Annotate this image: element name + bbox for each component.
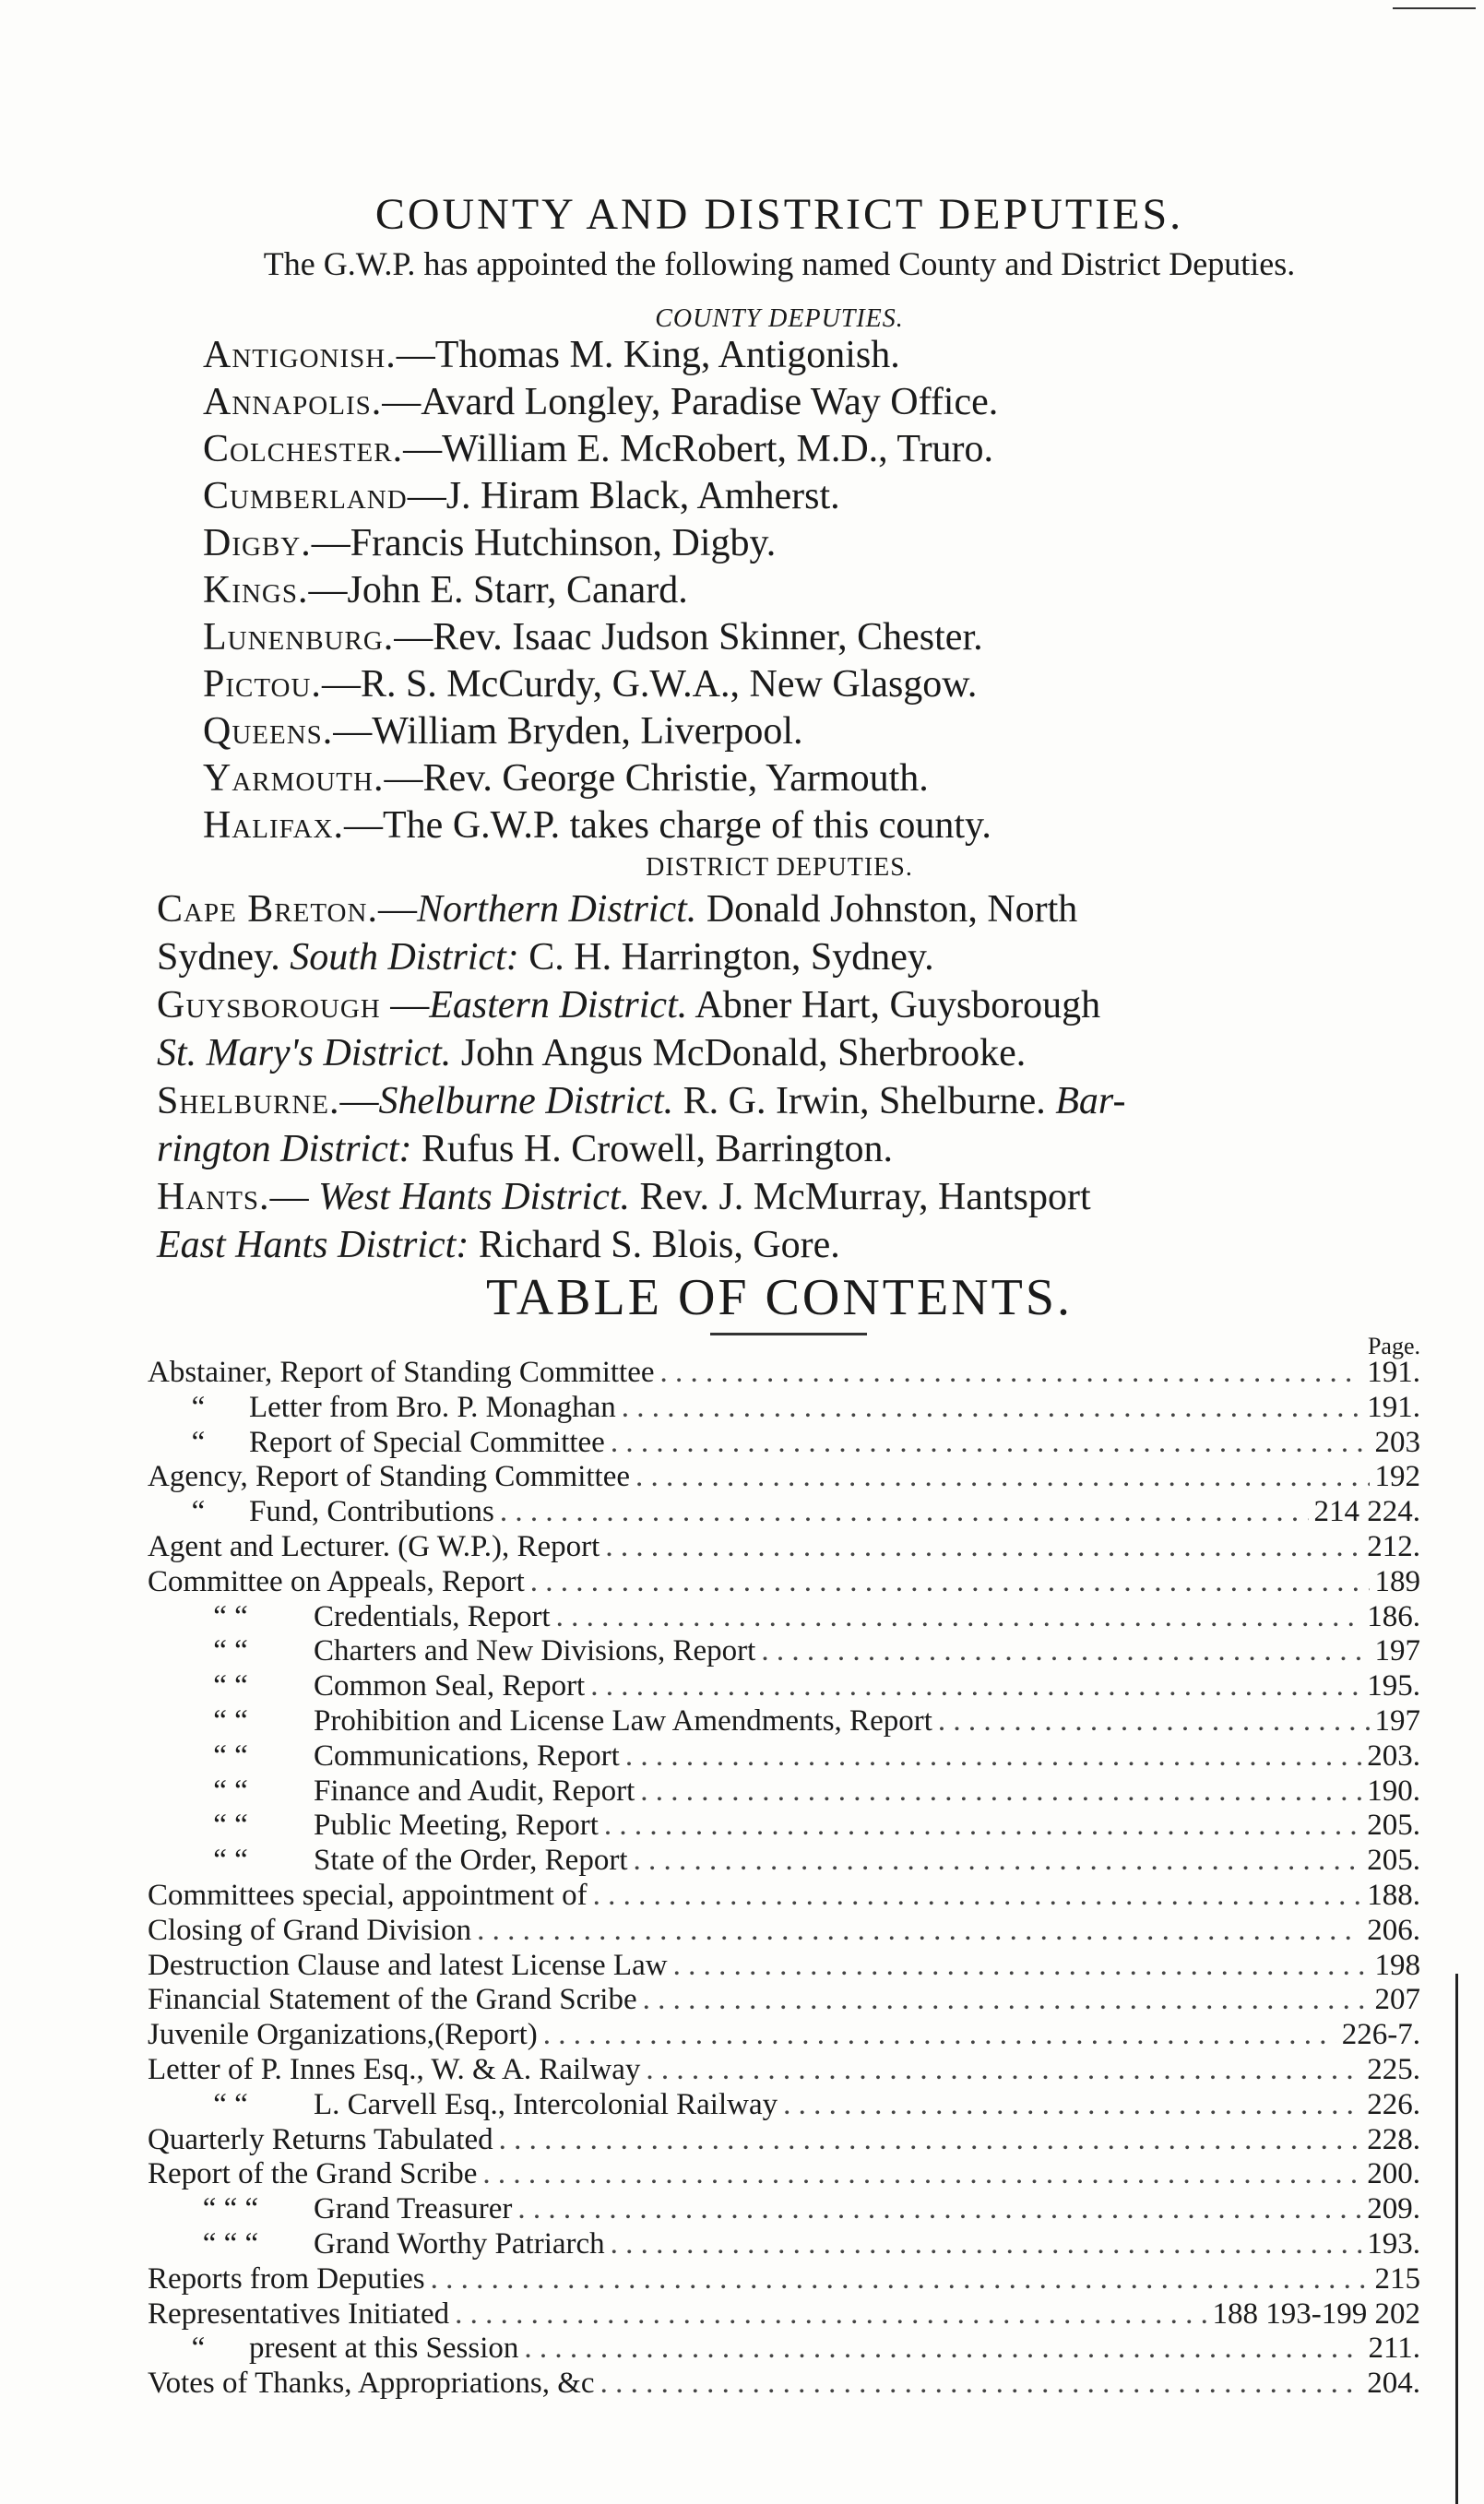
toc-page-number: 190. [1367, 1774, 1420, 1808]
county-deputy-row [203, 379, 998, 426]
county-name: Antigonish. [203, 334, 397, 376]
district-deputy-line [157, 1173, 1420, 1221]
toc-entry-label: Quarterly Returns Tabulated [148, 2122, 493, 2156]
toc-page-number: 193. [1367, 2226, 1420, 2261]
toc-page-number: 226. [1367, 2087, 1420, 2121]
toc-entry-label: Report of Special Committee [249, 1425, 605, 1459]
toc-page-number: 212. [1367, 1529, 1420, 1563]
toc-entry-label: Prohibition and License Law Amendments, Report [314, 1703, 932, 1738]
toc-entry [148, 1530, 1420, 1565]
toc-entry-label: Representatives Initiated [148, 2296, 450, 2331]
deputy-text: — [380, 984, 430, 1027]
toc-page-number: 228. [1367, 2122, 1420, 2156]
deputy-name: —R. S. McCurdy, G.W.A., New Glasgow. [321, 663, 978, 706]
ditto-mark: “ “ [213, 1809, 248, 1843]
district-deputy-line [157, 1221, 1420, 1269]
county-deputy-row [203, 802, 998, 849]
county-name: Guysborough [157, 984, 381, 1027]
toc-entry [148, 1391, 1420, 1426]
deputy-name: —Avard Longley, Paradise Way Office. [382, 381, 999, 423]
toc-page-number: 207 [1374, 1983, 1420, 2017]
leader-dots [431, 2262, 1370, 2297]
leader-dots [646, 2053, 1361, 2088]
toc-entry [148, 2157, 1420, 2192]
leader-dots [611, 2227, 1362, 2262]
leader-dots [625, 1739, 1361, 1774]
toc-entry-label: Committee on Appeals, Report [148, 1564, 525, 1598]
toc-title: TABLE OF CONTENTS. [486, 1269, 1073, 1326]
leader-dots [543, 2018, 1336, 2053]
ditto-mark: “ “ [213, 1703, 248, 1738]
toc-entry [148, 1879, 1420, 1914]
toc-page-number: 206. [1367, 1913, 1420, 1947]
leader-dots [482, 2157, 1361, 2192]
county-heading: COUNTY DEPUTIES. [655, 304, 904, 333]
leader-dots [605, 1530, 1361, 1565]
deputy-text: Sydney. [157, 936, 291, 979]
toc-entry [148, 2192, 1420, 2227]
deputy-name: —Rev. Isaac Judson Skinner, Chester. [394, 616, 983, 659]
ditto-mark: “ “ [213, 1774, 248, 1808]
toc-entry-label: Closing of Grand Division [148, 1913, 472, 1947]
toc-page-number: 203 [1374, 1425, 1420, 1459]
toc-entry-label: present at this Session [249, 2332, 519, 2366]
ditto-mark: “ [191, 2332, 206, 2366]
toc-entry-label: Letter of P. Innes Esq., W. & A. Railway [148, 2052, 641, 2086]
leader-dots [643, 1983, 1370, 2018]
district-deputy-line [157, 885, 1420, 933]
leader-dots [455, 2297, 1206, 2332]
toc-page-number: 225. [1367, 2052, 1420, 2086]
ditto-mark: “ [191, 1425, 206, 1459]
district-name: East Hants District: [157, 1224, 469, 1266]
leader-dots [556, 1600, 1362, 1635]
toc-entry-label: State of the Order, Report [314, 1844, 628, 1878]
ditto-mark: “ “ [213, 1599, 248, 1633]
deputy-text: John Angus McDonald, Sherbrooke. [451, 1032, 1027, 1074]
toc-entry [148, 2297, 1420, 2332]
county-deputy-row [203, 520, 998, 567]
ditto-mark: “ “ “ [202, 2192, 259, 2226]
deputy-name: —Francis Hutchinson, Digby. [311, 522, 777, 564]
county-deputy-row [203, 332, 998, 379]
ditto-mark: “ “ [213, 2087, 248, 2121]
leader-dots [673, 1949, 1370, 1984]
toc-page-number: 195. [1367, 1669, 1420, 1703]
toc-entry-label: Finance and Audit, Report [314, 1774, 635, 1808]
toc-entry [148, 1809, 1420, 1844]
deputy-name: —William E. McRobert, M.D., Truro. [403, 428, 994, 470]
toc-page-number: 198 [1374, 1948, 1420, 1982]
toc-page-number: 197 [1374, 1634, 1420, 1668]
leader-dots [634, 1844, 1362, 1879]
district-deputy-line [157, 933, 1420, 981]
district-name: West Hants District. [318, 1176, 631, 1218]
toc-entry-label: L. Carvell Esq., Intercolonial Railway [314, 2087, 778, 2121]
leader-dots [635, 1460, 1369, 1495]
toc-entry [148, 1739, 1420, 1774]
county-name: Cumberland [203, 475, 408, 517]
toc-page-number: 226-7. [1341, 2018, 1420, 2052]
leader-dots [660, 1356, 1362, 1391]
toc-entry-label: Fund, Contributions [249, 1495, 494, 1529]
deputy-name: —William Bryden, Liverpool. [333, 710, 803, 753]
page-edge-line [1455, 1974, 1458, 2504]
ditto-mark: “ [191, 1390, 206, 1424]
toc-page-number: 188 193-199 202 [1212, 2296, 1420, 2331]
toc-entry [148, 2053, 1420, 2088]
toc-entry-label: Committees special, appointment of [148, 1878, 588, 1912]
table-of-contents [148, 1356, 1420, 2402]
deputy-text: — [339, 1080, 379, 1122]
toc-entry [148, 1495, 1420, 1530]
county-name: Lunenburg. [203, 616, 395, 659]
toc-entry-label: Report of the Grand Scribe [148, 2157, 478, 2191]
deputy-text: — [377, 888, 417, 931]
leader-dots [477, 1914, 1361, 1949]
toc-entry [148, 2088, 1420, 2123]
toc-page-number: 204. [1367, 2367, 1420, 2401]
toc-entry-label: Juvenile Organizations,(Report) [148, 2018, 538, 2052]
county-deputy-row [203, 755, 998, 802]
toc-page-number: 205. [1367, 1844, 1420, 1878]
deputy-name: —Thomas M. King, Antigonish. [396, 334, 900, 376]
toc-entry [148, 1704, 1420, 1739]
district-name: Eastern District. [429, 984, 688, 1027]
county-deputy-row [203, 426, 998, 473]
toc-page-number: 188. [1367, 1878, 1420, 1912]
toc-entry-label: Reports from Deputies [148, 2261, 425, 2296]
top-rule-mark [1393, 7, 1476, 9]
leader-dots [530, 1565, 1370, 1600]
leader-dots [593, 1879, 1362, 1914]
toc-entry-label: Grand Treasurer [314, 2192, 513, 2226]
deputy-text: Donald Johnston, North [696, 888, 1078, 931]
toc-entry [148, 1983, 1420, 2018]
county-deputy-row [203, 473, 998, 520]
toc-entry [148, 1460, 1420, 1495]
district-name: rington District: [157, 1128, 412, 1170]
toc-entry [148, 1600, 1420, 1635]
leader-dots [611, 1426, 1370, 1461]
leader-dots [590, 1669, 1361, 1704]
toc-entry [148, 2367, 1420, 2402]
deputy-text: — [269, 1176, 319, 1218]
toc-entry-label: Abstainer, Report of Standing Committee [148, 1356, 655, 1389]
page-title: COUNTY AND DISTRICT DEPUTIES. [374, 190, 1184, 239]
county-name: Colchester. [203, 428, 404, 470]
toc-entry [148, 2227, 1420, 2262]
toc-entry-label: Communications, Report [314, 1739, 620, 1773]
ditto-mark: “ “ [213, 1739, 248, 1773]
toc-page-number: 191. [1367, 1390, 1420, 1424]
toc-entry-label: Financial Statement of the Grand Scribe [148, 1983, 637, 2017]
leader-dots [600, 2367, 1362, 2402]
toc-entry-label: Agency, Report of Standing Committee [148, 1460, 631, 1494]
county-name: Digby. [203, 522, 312, 564]
deputy-text: R. G. Irwin, Shelburne. [673, 1080, 1056, 1122]
toc-entry [148, 1949, 1420, 1984]
district-name: Bar- [1055, 1080, 1126, 1122]
title-rule [710, 1333, 867, 1335]
county-deputy-row [203, 614, 998, 661]
toc-page-number: 192 [1374, 1460, 1420, 1494]
toc-page-number: 214 224. [1313, 1495, 1420, 1529]
toc-page-number: 215 [1374, 2261, 1420, 2296]
deputy-text: Richard S. Blois, Gore. [469, 1224, 840, 1266]
county-name: Halifax. [203, 804, 345, 847]
district-deputy-line [157, 1077, 1420, 1125]
county-deputy-row [203, 708, 998, 755]
toc-page-number: 189 [1374, 1564, 1420, 1598]
leader-dots [761, 1634, 1369, 1669]
county-name: Annapolis. [203, 381, 383, 423]
toc-entry-label: Credentials, Report [314, 1599, 551, 1633]
district-deputies-list [157, 885, 1420, 1269]
leader-dots [499, 2123, 1362, 2158]
toc-entry-label: Agent and Lecturer. (G W.P.), Report [148, 1529, 600, 1563]
district-name: South District: [290, 936, 519, 979]
toc-entry-label: Public Meeting, Report [314, 1809, 599, 1843]
toc-page-number: 197 [1374, 1703, 1420, 1738]
district-name: Shelburne District. [378, 1080, 674, 1122]
toc-entry [148, 1356, 1420, 1391]
deputy-name: —J. Hiram Black, Amherst. [407, 475, 840, 517]
county-name: Shelburne. [157, 1080, 340, 1122]
county-name: Yarmouth. [203, 757, 385, 800]
ditto-mark: “ [191, 1495, 206, 1529]
ditto-mark: “ “ [213, 1844, 248, 1878]
toc-page-number: 191. [1367, 1356, 1420, 1389]
toc-page-number: 205. [1367, 1809, 1420, 1843]
toc-entry [148, 2332, 1420, 2367]
county-name: Cape Breton. [157, 888, 378, 931]
leader-dots [783, 2088, 1361, 2123]
deputy-name: —Rev. George Christie, Yarmouth. [384, 757, 929, 800]
toc-page-number: 200. [1367, 2157, 1420, 2191]
deputy-text: Rev. J. McMurray, Hantsport [630, 1176, 1091, 1218]
district-heading: DISTRICT DEPUTIES. [646, 853, 913, 882]
toc-entry-label: Grand Worthy Patriarch [314, 2226, 605, 2261]
toc-entry [148, 1844, 1420, 1879]
toc-entry-label: Letter from Bro. P. Monaghan [249, 1390, 616, 1424]
deputy-name: —The G.W.P. takes charge of this county. [344, 804, 991, 847]
deputy-text: Abner Hart, Guysborough [687, 984, 1101, 1027]
district-deputy-line [157, 981, 1420, 1029]
county-name: Hants. [157, 1176, 270, 1218]
intro-text: The G.W.P. has appointed the following named County and District Deputies. [263, 245, 1296, 282]
county-name: Queens. [203, 710, 334, 753]
toc-entry-label: Votes of Thanks, Appropriations, &c [148, 2367, 595, 2401]
toc-page-number: 203. [1367, 1739, 1420, 1773]
county-name: Pictou. [203, 663, 322, 706]
ditto-mark: “ “ [213, 1634, 248, 1668]
toc-entry-label: Charters and New Divisions, Report [314, 1634, 756, 1668]
county-deputies-list [203, 332, 998, 849]
toc-page-number: 186. [1367, 1599, 1420, 1633]
toc-entry [148, 1774, 1420, 1810]
leader-dots [604, 1809, 1361, 1844]
district-name: St. Mary's District. [157, 1032, 452, 1074]
district-deputy-line [157, 1029, 1420, 1077]
page-column-label: Page. [1367, 1333, 1420, 1359]
toc-entry [148, 2262, 1420, 2297]
ditto-mark: “ “ [213, 1669, 248, 1703]
county-name: Kings. [203, 569, 309, 611]
toc-entry [148, 1426, 1420, 1461]
district-deputy-line [157, 1125, 1420, 1173]
leader-dots [500, 1495, 1309, 1530]
leader-dots [938, 1704, 1370, 1739]
toc-entry [148, 1565, 1420, 1600]
toc-entry-label: Common Seal, Report [314, 1669, 586, 1703]
deputy-name: —John E. Starr, Canard. [308, 569, 688, 611]
toc-entry [148, 1669, 1420, 1704]
leader-dots [640, 1774, 1361, 1810]
toc-page-number: 211. [1368, 2332, 1420, 2366]
toc-entry [148, 1914, 1420, 1949]
deputy-text: Rufus H. Crowell, Barrington. [411, 1128, 893, 1170]
toc-entry [148, 1634, 1420, 1669]
ditto-mark: “ “ “ [202, 2226, 259, 2261]
district-name: Northern District. [416, 888, 697, 931]
leader-dots [524, 2332, 1362, 2367]
leader-dots [622, 1391, 1361, 1426]
toc-entry [148, 2123, 1420, 2158]
deputy-text: C. H. Harrington, Sydney. [518, 936, 934, 979]
leader-dots [517, 2192, 1361, 2227]
county-deputy-row [203, 661, 998, 708]
toc-entry [148, 2018, 1420, 2053]
county-deputy-row [203, 567, 998, 614]
toc-entry-label: Destruction Clause and latest License Law [148, 1948, 668, 1982]
toc-page-number: 209. [1367, 2192, 1420, 2226]
